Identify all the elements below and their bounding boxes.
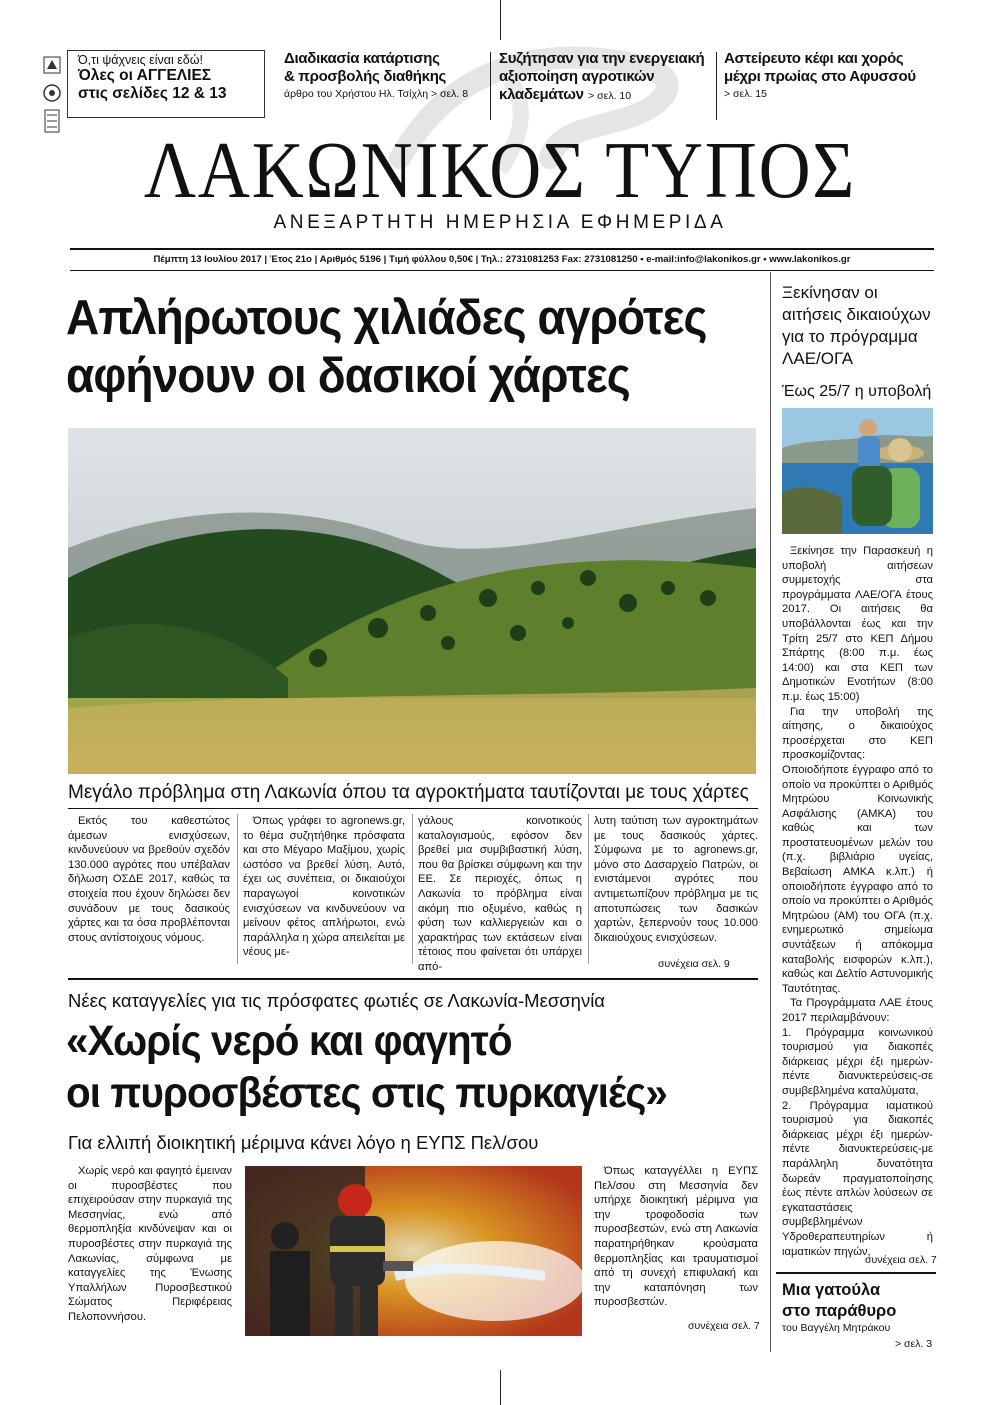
column-divider bbox=[412, 814, 413, 964]
teaser-title: Αστείρευτο κέφι και χορός bbox=[724, 50, 904, 67]
teaser-title: Συζήτησαν για την ενεργειακή bbox=[499, 50, 705, 67]
teaser-title: Μια γατούλα bbox=[782, 1281, 881, 1299]
sidebar-paragraph: Τα Προγράμματα ΛΑΕ έτους 2017 περιλαμβάνουν: bbox=[782, 997, 933, 1024]
teaser-author: του Βαγγέλη Μητράκου bbox=[782, 1322, 891, 1334]
masthead-rule bbox=[70, 248, 934, 250]
classifieds-line2: Όλες οι ΑΓΓΕΛΙΕΣ bbox=[78, 67, 212, 84]
sidebar-continued-link[interactable]: συνέχεια σελ. 7 bbox=[865, 1254, 937, 1266]
fire-continued-link[interactable]: συνέχεια σελ. 7 bbox=[688, 1320, 760, 1332]
classifieds-box[interactable] bbox=[67, 50, 265, 118]
teaser-ref: άρθρο του Χρήστου Ηλ. Τσίχλη > σελ. 8 bbox=[284, 88, 469, 100]
sidebar-rule bbox=[776, 1272, 936, 1274]
lead-headline-line2: αφήνουν οι δασικοί χάρτες bbox=[66, 349, 630, 403]
crop-mark-bottom bbox=[500, 1370, 501, 1405]
classifieds-line1: Ό,τι ψάχνεις είναι εδώ! bbox=[78, 53, 203, 67]
column-divider bbox=[237, 814, 238, 964]
teaser-ref: > σελ. 3 bbox=[895, 1338, 933, 1350]
teaser-ref: > σελ. 10 bbox=[588, 90, 632, 102]
sidebar-paragraph: 1. Πρόγραμμα κοινωνικού τουρισμού για διακοπές διάρκειας μέχρι έξι ημερών-πέντε διανυκτερεύσεις-σε συμβεβλημένα καταλύματα, bbox=[782, 1026, 933, 1097]
lead-caption: Μεγάλο πρόβλημα στη Λακωνία όπου τα αγροκτήματα ταυτίζονται με τους χάρτες bbox=[68, 782, 749, 803]
fire-body-col2: Όπως καταγγέλλει η ΕΥΠΣ Πελ/σου στη Μεσσηνία δεν υπήρχε διοικητική μέριμνα για την τροφοδοσία των πυροσβεστών, ενώ στη Λακωνία παρατηρήθηκαν κρούσματα θερμοπληξίας και τραυματισμοί από τη συνεχή επιφυλακή και την καταπόνηση των πυροσβεστών. bbox=[594, 1165, 758, 1309]
teaser-will[interactable] bbox=[284, 50, 484, 100]
masthead-subtitle: ΑΝΕΞΑΡΤΗΤΗ ΗΜΕΡΗΣΙΑ ΕΦΗΜΕΡΙΔΑ bbox=[273, 212, 727, 233]
fire-headline-line1: «Χωρίς νερό και φαγητό bbox=[66, 1017, 512, 1065]
teaser-ref: > σελ. 15 bbox=[724, 88, 767, 100]
sidebar-paragraph: 2. Πρόγραμμα ιαματικού τουρισμού για διακοπές διάρκειας μέχρι έξι ημερών-πέντε διανυκτερεύσεις-με παράλληλη δυνατότητα δωρεάν πραγματοποίησης έως πέντε απλών λούσεων σε εγκαταστάσεις συμβεβλημένων Υδροθεραπευτηρίων ή ιαματικών πηγών, bbox=[782, 1099, 933, 1258]
caption-rule bbox=[68, 808, 758, 809]
masthead-title: ΛΑΚΩΝΙΚΟΣ ΤΥΠΟΣ bbox=[143, 127, 857, 215]
classifieds-line3: στις σελίδες 12 & 13 bbox=[78, 85, 227, 102]
teaser-cat-column[interactable] bbox=[782, 1280, 938, 1334]
teaser-dance[interactable] bbox=[724, 50, 939, 100]
teaser-energy[interactable] bbox=[499, 50, 714, 104]
sidebar-paragraph: Ξεκίνησε την Παρασκευή η υποβολή αιτήσεων συμμετοχής στα προγράμματα ΛΑΕ/ΟΓΑ έτους 2017. Οι αιτήσεις θα υποβάλλονται έως και την Τρίτη 25/7 στο ΚΕΠ Δήμου Σπάρτης (8:00 π.μ. έως 14:00) και στα ΚΕΠ των Δημοτικών Ενοτήτων (8:00 π.μ. έως 15:00) bbox=[782, 545, 933, 703]
lead-continued-link[interactable]: συνέχεια σελ. 9 bbox=[658, 958, 730, 970]
lead-body-col4: λυτη ταύτιση των αγροκτημάτων με τους δασικούς χάρτες. Σύμφωνα με το agronews.gr, μόνο στο Δασαρχείο Πατρών, οι ενιστάμενοι αγρότες που αντιμετωπίζουν πρόβλημα με τις αποτυπώσεις των δασικών χαρτών, ξεπερνούν τους 10.000 δικαιούχους ενισχύσεων. bbox=[594, 815, 758, 944]
lead-body-col3: γάλους κοινοτικούς καταλογισμούς, εφόσον δεν βρεθεί μια συμβιβαστική λύση, που θα βρίσκει σύμφωνη και την ΕΕ. Σε περιοχές, όπως η Λακωνία το πρόβλημα είναι ακόμη πιο οξυμένο, καθώς η φύση των καλλιεργειών και ο χαρακτήρας των εκτάσεων είναι τέτοιος που φαίνεται ότι υπάρχει από- bbox=[418, 815, 582, 973]
lead-body-col1: Εκτός του καθεστώτος άμεσων ενισχύσεων, κινδυνεύουν να βρεθούν σχεδόν 130.000 αγρότες που υπέβαλαν δήλωση ΟΣΔΕ 2017, καθώς τα στοιχεία που έχουν δηλώσει δεν συνάδουν με τους δασικούς χάρτες και τα όσα προβλέπονται στους αντίστοιχους νόμους. bbox=[68, 815, 230, 944]
firefighter-photo bbox=[245, 1166, 582, 1336]
teaser-title: & προσβολής διαθήκης bbox=[284, 68, 447, 85]
forest-hills-photo bbox=[68, 428, 756, 774]
teaser-title: κλαδεμάτων bbox=[499, 86, 584, 103]
sidebar-subhead: Έως 25/7 η υποβολή bbox=[782, 383, 932, 400]
sidebar-headline: Ξεκίνησαν οι αιτήσεις δικαιούχων για το πρόγραμμα ΛΑΕ/ΟΓΑ bbox=[782, 283, 931, 368]
sidebar-body bbox=[782, 544, 933, 1259]
family-seaside-photo bbox=[782, 408, 933, 534]
sidebar-paragraph: Για την υποβολή της αίτησης, ο δικαιούχος προσέρχεται στο ΚΕΠ προσκομίζοντας: Οποιοδήποτε έγγραφο από το οποίο να προκύπτει ο Αριθμός Μητρώου Κοινωνικής Ασφάλισης (ΑΜΚΑ) του καθώς και των προστατευομένων μελών του (π.χ. βιβλιάριο υγείας, Βεβαίωση ΑΜΚΑ κ.λπ.) ή οποιοδήποτε έγγραφο από το οποίο να προκύπτει ο Αριθμός Μητρώου (ΑΜ) του ΟΓΑ (π.χ. ενημερωτικό σημείωμα συντάξεων ή απόκομμα καταβολής εισφορών κ.λπ.), καθώς και Δελτίο Αστυνομικής Ταυτότητας. bbox=[782, 705, 933, 995]
teaser-title: μέχρι πρωίας στο Αφυσσού bbox=[724, 68, 916, 85]
masthead-rule-thin bbox=[70, 270, 934, 271]
teaser-title: αξιοποίηση αγροτικών bbox=[499, 68, 655, 85]
fire-kicker: Νέες καταγγελίες για τις πρόσφατες φωτιές σε Λακωνία-Μεσσηνία bbox=[68, 990, 606, 1011]
fire-headline-line2: οι πυροσβέστες στις πυρκαγιές» bbox=[66, 1069, 667, 1117]
fire-body-col1: Χωρίς νερό και φαγητό έμειναν οι πυροσβέστες που επιχειρούσαν στην πυρκαγιά της Μεσσηνίας, ενώ από θερμοπληξία κινδύνεψαν και οι πυροσβέστες στην πυρκαγιά της Λακωνίας, σύμφωνα με καταγγελίες της Ένωσης Υπαλλήλων Πυροσβεστικού Σώματος Περιφέρειας Πελοποννήσου. bbox=[68, 1165, 232, 1323]
divider bbox=[716, 52, 717, 120]
sidebar-divider bbox=[770, 272, 771, 1352]
divider bbox=[490, 52, 491, 120]
lead-body-col2: Όπως γράφει το agronews.gr, το θέμα συζητήθηκε πρόσφατα και στο Μέγαρο Μαξίμου, χωρίς ωστόσο να βρεθεί λύση. Αυτό, έχει ως συνέπεια, οι δικαιούχοι παραγωγοί κοινοτικών ενισχύσεων να κινδυνεύουν να μείνουν φέτος απλήρωτοι, ενώ παράλληλα η χώρα απειλείται με νέους με- bbox=[243, 815, 405, 959]
postal-stamp-icon bbox=[42, 55, 62, 135]
teaser-title: Διαδικασία κατάρτισης bbox=[284, 50, 440, 67]
column-divider bbox=[588, 814, 589, 964]
issue-info: Πέμπτη 13 Ιουλίου 2017 | Έτος 21ο | Αριθμός 5196 | Τιμή φύλλου 0,50€ | Τηλ.: 2731081253 Fax: 2731081250 • e-mail:info@lakonikos.gr • www.lakonikos.gr bbox=[153, 254, 851, 265]
section-rule bbox=[68, 978, 758, 980]
fire-subhead: Για ελλιπή διοικητική μέριμνα κάνει λόγο η ΕΥΠΣ Πελ/σου bbox=[68, 1132, 539, 1153]
crop-mark-top bbox=[500, 0, 501, 40]
lead-headline-line1: Απλήρωτους χιλιάδες αγρότες bbox=[66, 291, 707, 345]
teaser-title: στο παράθυρο bbox=[782, 1302, 897, 1320]
